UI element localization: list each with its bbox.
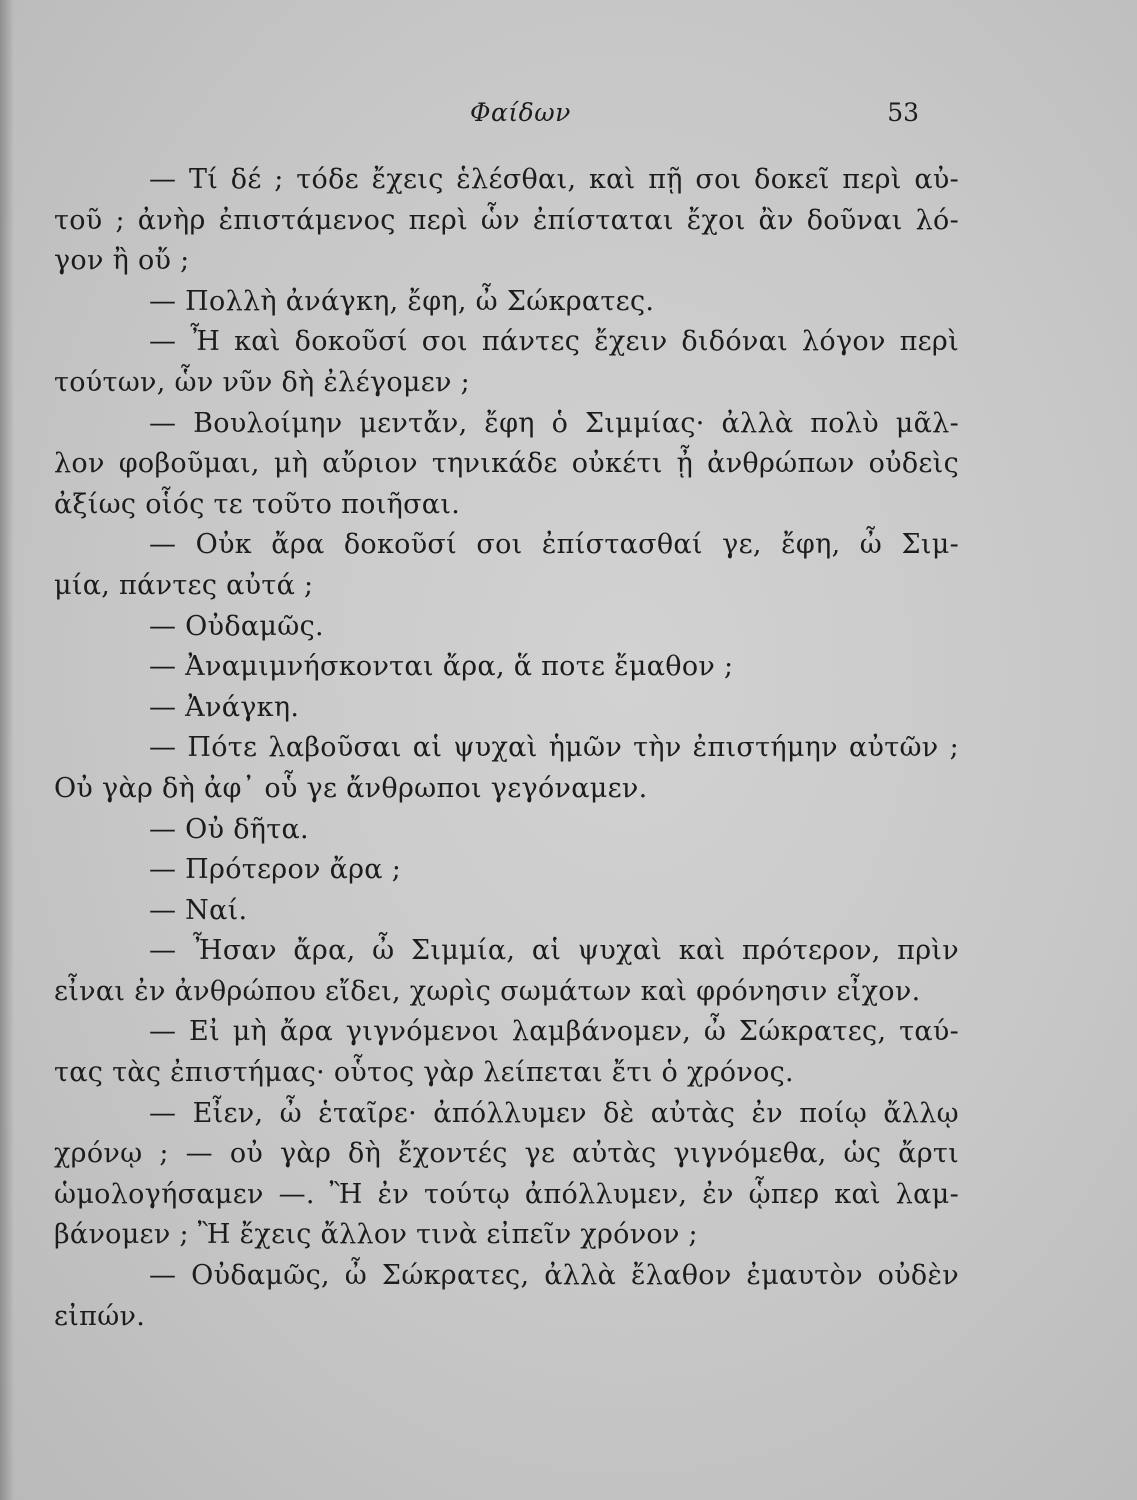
text-line: — Ἦσαν ἄρα, ὦ Σιμμία, αἱ ψυχαὶ καὶ πρότερον, πρὶν bbox=[149, 935, 959, 967]
text-line: ὡμολογήσαμεν —. Ἢ ἐν τούτῳ ἀπόλλυμεν, ἐν ᾧπερ καὶ λαμ- bbox=[54, 1178, 959, 1210]
text-line: εἰπών. bbox=[54, 1300, 146, 1332]
text-line: — Οὐδαμῶς, ὦ Σώκρατες, ἀλλὰ ἔλαθον ἐμαυτὸν οὐδὲν bbox=[149, 1260, 959, 1292]
text-line: — Εἶεν, ὦ ἑταῖρε· ἀπόλλυμεν δὲ αὐτὰς ἐν ποίῳ ἄλλῳ bbox=[149, 1097, 959, 1129]
running-head bbox=[0, 92, 1137, 132]
text-line: — Οὐδαμῶς. bbox=[149, 610, 324, 642]
text-line: — Οὐ δῆτα. bbox=[149, 813, 309, 845]
text-line: τας τὰς ἐπιστήμας· οὗτος γὰρ λείπεται ἔτι ὁ χρόνος. bbox=[54, 1057, 794, 1089]
text-line: τοῦ ; ἀνὴρ ἐπιστάμενος περὶ ὧν ἐπίσταται ἔχοι ἂν δοῦναι λό- bbox=[54, 204, 959, 236]
text-line: βάνομεν ; Ἢ ἔχεις ἄλλον τινὰ εἰπεῖν χρόνον ; bbox=[54, 1219, 698, 1251]
text-line: χρόνῳ ; — οὐ γὰρ δὴ ἔχοντές γε αὐτὰς γιγνόμεθα, ὡς ἄρτι bbox=[54, 1138, 959, 1170]
text-line: ἀξίως οἷός τε τοῦτο ποιῆσαι. bbox=[54, 488, 461, 520]
page-number: 53 bbox=[887, 98, 919, 127]
text-line: μία, πάντες αὐτά ; bbox=[54, 569, 314, 601]
text-line: — Πολλὴ ἀνάγκη, ἔφη, ὦ Σώκρατες. bbox=[149, 285, 655, 317]
text-line: γον ἢ οὔ ; bbox=[54, 245, 190, 277]
text-line: εἶναι ἐν ἀνθρώπου εἴδει, χωρὶς σωμάτων καὶ φρόνησιν εἶχον. bbox=[54, 975, 921, 1007]
text-line: — Ἦ καὶ δοκοῦσί σοι πάντες ἔχειν διδόναι λόγον περὶ bbox=[149, 326, 959, 358]
text-line: Οὐ γὰρ δὴ ἀφ᾽ οὗ γε ἄνθρωποι γεγόναμεν. bbox=[54, 772, 648, 804]
text-line: λον φοβοῦμαι, μὴ αὔριον τηνικάδε οὐκέτι ᾖ ἀνθρώπων οὐδεὶς bbox=[54, 448, 959, 480]
text-line: — Πότε λαβοῦσαι αἱ ψυχαὶ ἡμῶν τὴν ἐπιστήμην αὐτῶν ; bbox=[149, 732, 959, 764]
text-line: — Τί δέ ; τόδε ἔχεις ἑλέσθαι, καὶ πῇ σοι δοκεῖ περὶ αὐ- bbox=[149, 164, 959, 195]
text-line: — Πρότερον ἄρα ; bbox=[149, 854, 402, 886]
text-line: — Ἀναμιμνήσκονται ἄρα, ἅ ποτε ἔμαθον ; bbox=[149, 651, 734, 683]
text-line: — Ἀνάγκη. bbox=[149, 691, 300, 723]
text-line: — Βουλοίμην μεντἄν, ἔφη ὁ Σιμμίας· ἀλλὰ πολὺ μᾶλ- bbox=[149, 407, 959, 439]
text-line: — Οὐκ ἄρα δοκοῦσί σοι ἐπίστασθαί γε, ἔφη, ὦ Σιμ- bbox=[149, 529, 959, 561]
text-block bbox=[54, 160, 959, 1337]
text-line: — Ναί. bbox=[149, 894, 248, 926]
running-title: Φαίδων bbox=[470, 98, 571, 127]
text-line: — Εἰ μὴ ἄρα γιγνόμενοι λαμβάνομεν, ὦ Σώκρατες, ταύ- bbox=[149, 1016, 959, 1048]
text-line: τούτων, ὧν νῦν δὴ ἐλέγομεν ; bbox=[54, 366, 470, 398]
page-edge-shadow bbox=[0, 0, 14, 1500]
